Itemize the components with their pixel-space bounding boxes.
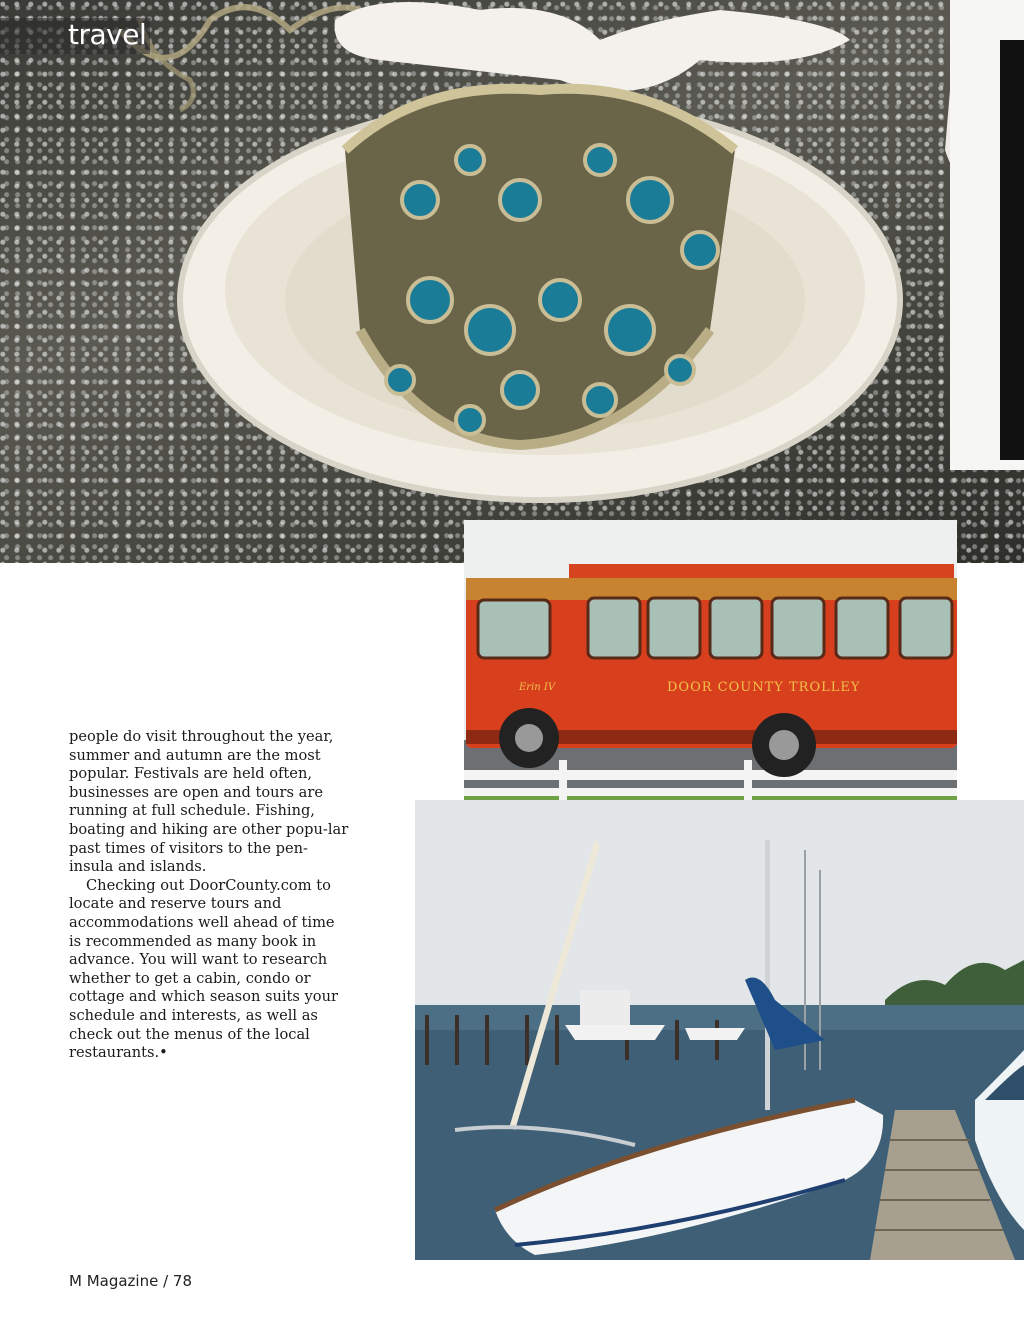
sailboat-illustration xyxy=(415,800,1024,1260)
trolley-photo xyxy=(464,520,957,838)
article-body xyxy=(69,728,349,1063)
bracelet-illustration xyxy=(0,0,1024,563)
section-label: travel xyxy=(68,18,147,51)
trolley-sign: DOOR COUNTY TROLLEY xyxy=(667,680,861,695)
section-tag xyxy=(0,18,150,54)
bracelet-photo xyxy=(0,0,1024,563)
paragraph: Checking out DoorCounty.com to locate and reserve tours and accommodations well ahead of time is recommended as many book in advance. You will want to research whether to get a cabin, condo or cottage and which season suits your schedule and interests, as well as check out the menus of the local restaurants.• xyxy=(69,876,338,1062)
trolley-illustration xyxy=(464,520,957,838)
paragraph: people do visit throughout the year, summer and autumn are the most popular. Festivals are held often, businesses are open and tours are running at full schedule. Fishing, boating and hiking are other popu-lar past times of visitors to the pen-insula and islands. xyxy=(69,728,349,876)
trolley-name: Erin IV xyxy=(519,682,556,693)
sailboat-photo xyxy=(415,800,1024,1260)
page-footer: M Magazine / 78 xyxy=(69,1272,193,1290)
